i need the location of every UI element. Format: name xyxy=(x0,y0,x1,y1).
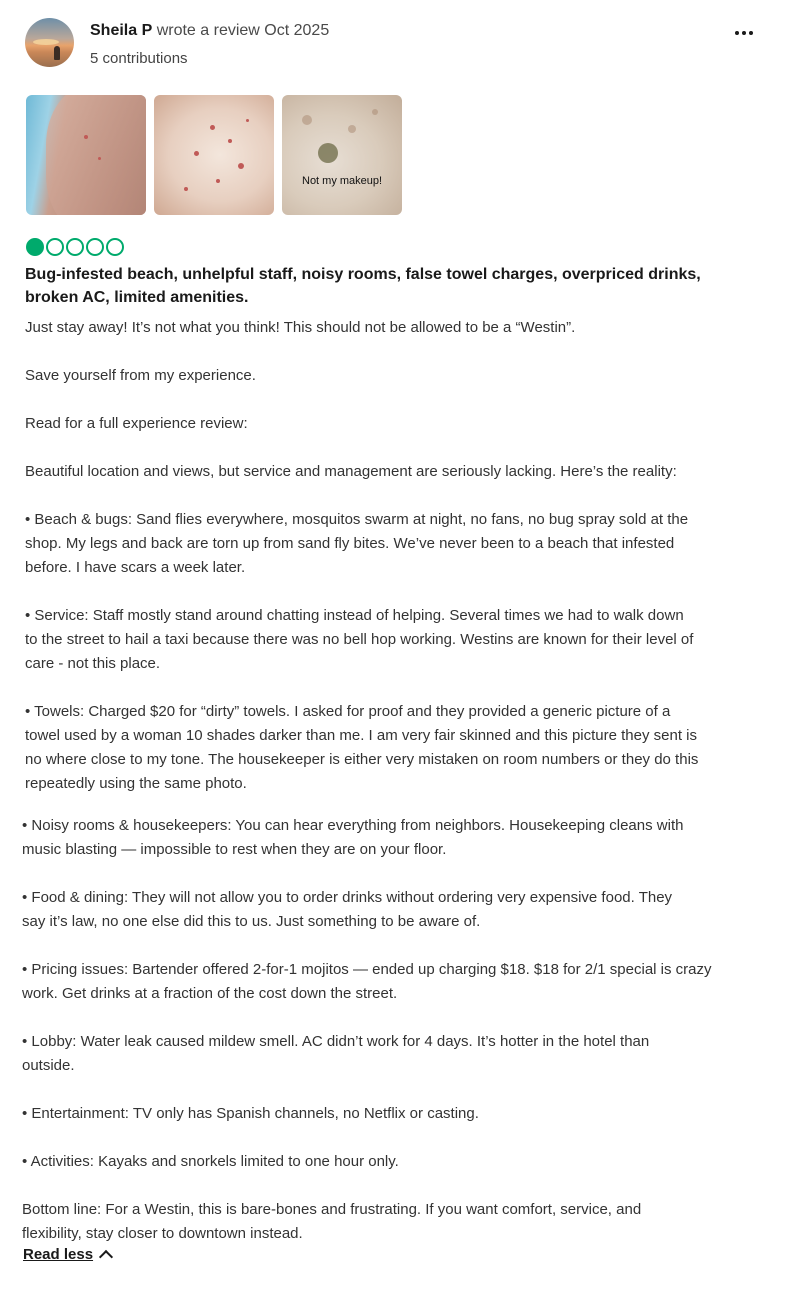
dot xyxy=(735,31,739,35)
bite-dot xyxy=(98,157,101,160)
review-photo-3[interactable] xyxy=(282,95,402,215)
review-paragraph: Save yourself from my experience. xyxy=(25,367,256,384)
text-line: towel used by a woman 10 shades darker than me. I am very fair skinned and this picture they sent is xyxy=(25,727,698,744)
review-paragraph-entertainment: • Entertainment: TV only has Spanish channels, no Netflix or casting. xyxy=(22,1105,479,1122)
text-line: care - not this place. xyxy=(25,655,161,672)
text-line: say it’s law, no one else did this to us. Just something to be aware of. xyxy=(22,913,481,930)
bite-dot xyxy=(194,151,199,156)
text-line: music blasting — impossible to rest when they are on your floor. xyxy=(22,841,447,858)
bite-dot xyxy=(246,119,249,122)
text-line: to the street to hail a taxi because there was no bell hop working. Westins are known for their level of xyxy=(25,631,694,648)
photo-leg xyxy=(46,95,146,215)
stain-dot xyxy=(348,125,356,133)
text-line: outside. xyxy=(22,1057,75,1074)
towel-stain xyxy=(318,143,338,163)
review-body xyxy=(25,316,760,812)
text-line: • Pricing issues: Bartender offered 2-for-1 mojitos — ended up charging $18. $18 for 2/1 special is crazy xyxy=(22,961,712,978)
review-photos xyxy=(26,95,406,215)
author-line xyxy=(90,21,329,41)
bite-dot xyxy=(228,139,232,143)
text-line: shop. My legs and back are torn up from sand fly bites. We’ve never been to a beach that infested xyxy=(25,535,675,552)
review-title-line: Bug-infested beach, unhelpful staff, noisy rooms, false towel charges, overpriced drinks, xyxy=(25,266,701,283)
text-line: • Towels: Charged $20 for “dirty” towels. I asked for proof and they provided a generic picture of a xyxy=(25,703,671,720)
text-line: • Lobby: Water leak caused mildew smell. AC didn’t work for 4 days. It’s hotter in the hotel than xyxy=(22,1033,650,1050)
text-line: no where close to my tone. The housekeeper is either very mistaken on room numbers or they do this xyxy=(25,751,699,768)
bubble-rating xyxy=(26,238,124,256)
review-paragraph-activities: • Activities: Kayaks and snorkels limited to one hour only. xyxy=(22,1153,399,1170)
review-photo-2[interactable] xyxy=(154,95,274,215)
read-less-link[interactable] xyxy=(23,1246,111,1263)
review-body-continued xyxy=(22,814,762,1270)
review-paragraph-service xyxy=(25,604,760,676)
text-line: flexibility, stay closer to downtown instead. xyxy=(22,1225,303,1242)
bite-dot xyxy=(210,125,215,130)
text-line: • Food & dining: They will not allow you to order drinks without ordering very expensive food. They xyxy=(22,889,673,906)
bite-dot xyxy=(84,135,88,139)
review-paragraph-pricing xyxy=(22,958,762,1006)
review-paragraph: Beautiful location and views, but service and management are seriously lacking. Here’s the reality: xyxy=(25,463,677,480)
review-header xyxy=(25,18,760,68)
photo-caption: Not my makeup! xyxy=(302,175,383,187)
stain-dot xyxy=(372,109,378,115)
review-paragraph-food xyxy=(22,886,762,934)
author-name[interactable]: Sheila P xyxy=(90,22,153,39)
review-paragraph-beach xyxy=(25,508,760,580)
review-paragraph-lobby xyxy=(22,1030,762,1078)
review-title xyxy=(25,263,765,309)
text-line: • Noisy rooms & housekeepers: You can hear everything from neighbors. Housekeeping cleans with xyxy=(22,817,684,834)
review-paragraph: Just stay away! It’s not what you think! This should not be allowed to be a “Westin”. xyxy=(25,319,576,336)
text-line: • Beach & bugs: Sand flies everywhere, mosquitos swarm at night, no fans, no bug spray sold at the xyxy=(25,511,689,528)
rating-bubble-filled xyxy=(26,238,44,256)
bite-dot xyxy=(184,187,188,191)
review-paragraph: Read for a full experience review: xyxy=(25,415,248,432)
avatar-figure xyxy=(54,46,60,60)
avatar-sun xyxy=(33,39,59,45)
text-line: Bottom line: For a Westin, this is bare-bones and frustrating. If you want comfort, service, and xyxy=(22,1201,642,1218)
contributions-count: 5 contributions xyxy=(90,50,188,67)
review-paragraph-towels xyxy=(25,700,760,796)
more-options-icon[interactable] xyxy=(731,20,757,46)
text-line: • Service: Staff mostly stand around chatting instead of helping. Several times we had to walk down xyxy=(25,607,684,624)
avatar[interactable] xyxy=(25,18,74,67)
rating-bubble-empty xyxy=(86,238,104,256)
text-line: work. Get drinks at a fraction of the cost down the street. xyxy=(22,985,398,1002)
chevron-up-icon xyxy=(99,1250,113,1264)
review-paragraph-bottom-line xyxy=(22,1198,762,1246)
dot xyxy=(742,31,746,35)
stain-dot xyxy=(302,115,312,125)
text-line: repeatedly using the same photo. xyxy=(25,775,247,792)
rating-bubble-empty xyxy=(106,238,124,256)
rating-bubble-empty xyxy=(66,238,84,256)
dot xyxy=(749,31,753,35)
text-line: before. I have scars a week later. xyxy=(25,559,246,576)
review-date: wrote a review Oct 2025 xyxy=(156,22,330,39)
bite-dot xyxy=(238,163,244,169)
review-title-line: broken AC, limited amenities. xyxy=(25,289,249,306)
read-less-label: Read less xyxy=(23,1246,94,1263)
review-photo-1[interactable] xyxy=(26,95,146,215)
rating-bubble-empty xyxy=(46,238,64,256)
review-paragraph-noisy xyxy=(22,814,762,862)
bite-dot xyxy=(216,179,220,183)
